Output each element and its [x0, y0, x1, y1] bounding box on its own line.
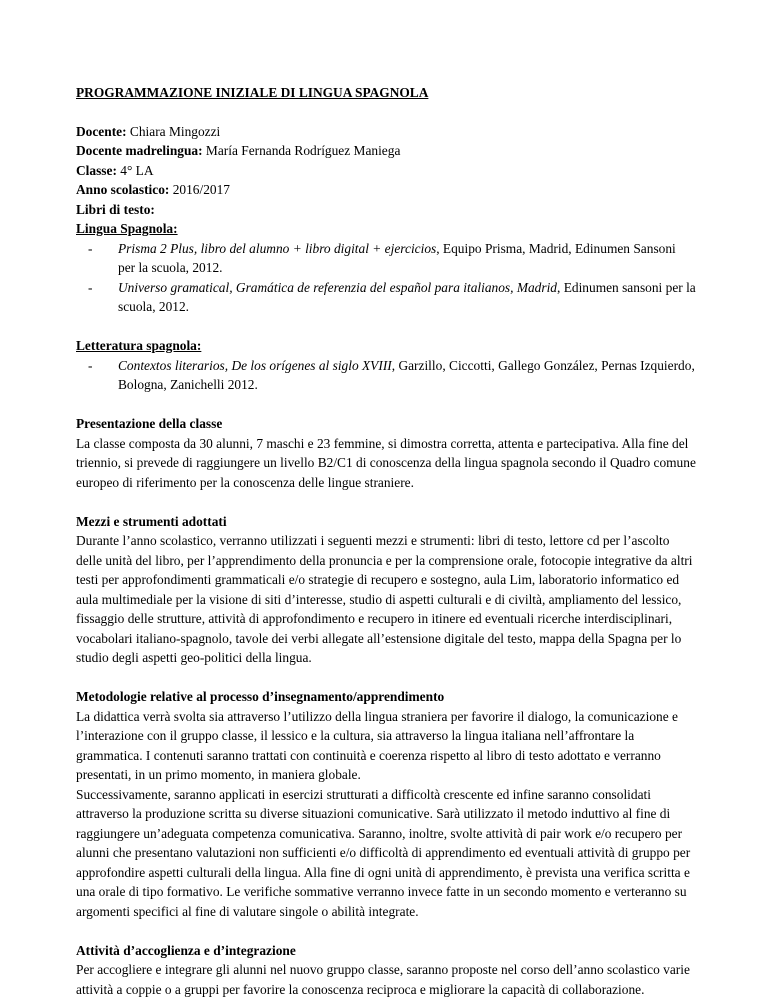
- section-metodologie: [76, 687, 696, 921]
- meta-classe: [76, 161, 696, 181]
- dash-bullet: -: [88, 278, 92, 298]
- section-paragraph: Per accogliere e integrare gli alunni nel nuovo gruppo classe, saranno proposte nel corso dell’anno scolastico varie attività a coppie o a gruppi per favorire la conoscenza reciproca e migliorare la capacità di collaborazione.: [76, 960, 696, 999]
- meta-madrelingua: [76, 141, 696, 161]
- book-details: , Equipo Prisma, Madrid, Edinumen Sansoni per la scuola, 2012.: [118, 241, 676, 276]
- dash-bullet: -: [88, 356, 92, 376]
- section-paragraph: La classe composta da 30 alunni, 7 maschi e 23 femmine, si dimostra corretta, attenta e partecipativa. Alla fine del triennio, si prevede di raggiungere un livello B2/C1 di conoscenza della lingua spagnola secondo il Quadro comune europeo di riferimento per la conoscenza delle lingue straniere.: [76, 434, 696, 493]
- section-title: Attività d’accoglienza e d’integrazione: [76, 941, 696, 961]
- lingua-book-list: [76, 239, 696, 317]
- section-title: Metodologie relative al processo d’insegnamento/apprendimento: [76, 687, 696, 707]
- meta-docente-label: Docente:: [76, 124, 127, 139]
- section-mezzi: [76, 512, 696, 668]
- list-item: [76, 239, 696, 278]
- meta-anno: [76, 180, 696, 200]
- section-accoglienza: [76, 941, 696, 999]
- section-title: Presentazione della classe: [76, 414, 696, 434]
- section-title: Mezzi e strumenti adottati: [76, 512, 696, 532]
- book-details: , Garzillo, Ciccotti, Gallego González, Pernas Izquierdo, Bologna, Zanichelli 2012.: [118, 358, 695, 393]
- dash-bullet: -: [88, 239, 92, 259]
- letteratura-book-list: [76, 356, 696, 395]
- document-title: PROGRAMMAZIONE INIZIALE DI LINGUA SPAGNOLA: [76, 83, 696, 103]
- book-title: Prisma 2 Plus, libro del alumno + libro digital + ejercicios: [118, 241, 436, 256]
- meta-anno-label: Anno scolastico:: [76, 182, 169, 197]
- meta-madrelingua-value: María Fernanda Rodríguez Maniega: [203, 143, 401, 158]
- meta-anno-value: 2016/2017: [169, 182, 230, 197]
- meta-classe-label: Classe:: [76, 163, 117, 178]
- document-page: [76, 83, 696, 999]
- section-presentazione: [76, 414, 696, 492]
- meta-madrelingua-label: Docente madrelingua:: [76, 143, 203, 158]
- lingua-heading: Lingua Spagnola:: [76, 219, 696, 239]
- meta-classe-value: 4° LA: [117, 163, 154, 178]
- meta-libri: [76, 200, 696, 220]
- list-item: [76, 278, 696, 317]
- book-title: Universo gramatical, Gramática de referenzia del español para italianos, Madrid: [118, 280, 557, 295]
- meta-block: [76, 122, 696, 220]
- meta-libri-label: Libri di testo:: [76, 202, 155, 217]
- letteratura-heading: Letteratura spagnola:: [76, 336, 696, 356]
- meta-docente: [76, 122, 696, 142]
- section-paragraph: Successivamente, saranno applicati in esercizi strutturati a difficoltà crescente ed infine saranno consolidati attraverso la produzione scritta su diverse situazioni comunicative. Sarà utilizzato il metodo induttivo al fine di raggiungere un’adeguata competenza comunicativa. Saranno, inoltre, svolte attività di pair work e/o recupero per alunni che presentano valutazioni non sufficienti e/o difficoltà di apprendimento ed eventuali attività di gruppo per approfondire aspetti culturali della lingua. Alla fine di ogni unità di apprendimento, è prevista una verifica scritta e una orale di tipo formativo. Le verifiche sommative verranno invece fatte in un secondo momento e verteranno su argomenti specifici al fine di valutare singole o abilità integrate.: [76, 785, 696, 922]
- meta-docente-value: Chiara Mingozzi: [127, 124, 221, 139]
- section-paragraph: Durante l’anno scolastico, verranno utilizzati i seguenti mezzi e strumenti: libri di testo, lettore cd per l’ascolto delle unità del libro, per l’apprendimento della pronuncia e per la comprensione orale, fotocopie integrative da altri testi per approfondimenti grammaticali e/o strategie di recupero e sostegno, aula Lim, laboratorio informatico ed aula multimediale per la visione di siti d’interesse, studio di aspetti culturali e di civiltà, ampliamento del lessico, fissaggio delle strutture, attività di approfondimento e recupero in itinere ed eventuali ricerche interdisciplinari, vocabolari italiano-spagnolo, tavole dei verbi allegate all’estensione digitale del testo, mappa della Spagna per lo studio degli aspetti geo-politici della lingua.: [76, 531, 696, 668]
- list-item: [76, 356, 696, 395]
- book-title: Contextos literarios, De los orígenes al siglo XVIII: [118, 358, 392, 373]
- section-paragraph: La didattica verrà svolta sia attraverso l’utilizzo della lingua straniera per favorire il dialogo, la comunicazione e l’interazione con il gruppo classe, il lessico e la cultura, sia attraverso la lingua italiana nell’affrontare la grammatica. I contenuti saranno trattati con continuità e coerenza rispetto al libro di testo adottato e verranno presentati, in un primo momento, in maniera globale.: [76, 707, 696, 785]
- book-details: , Edinumen sansoni per la scuola, 2012.: [118, 280, 696, 315]
